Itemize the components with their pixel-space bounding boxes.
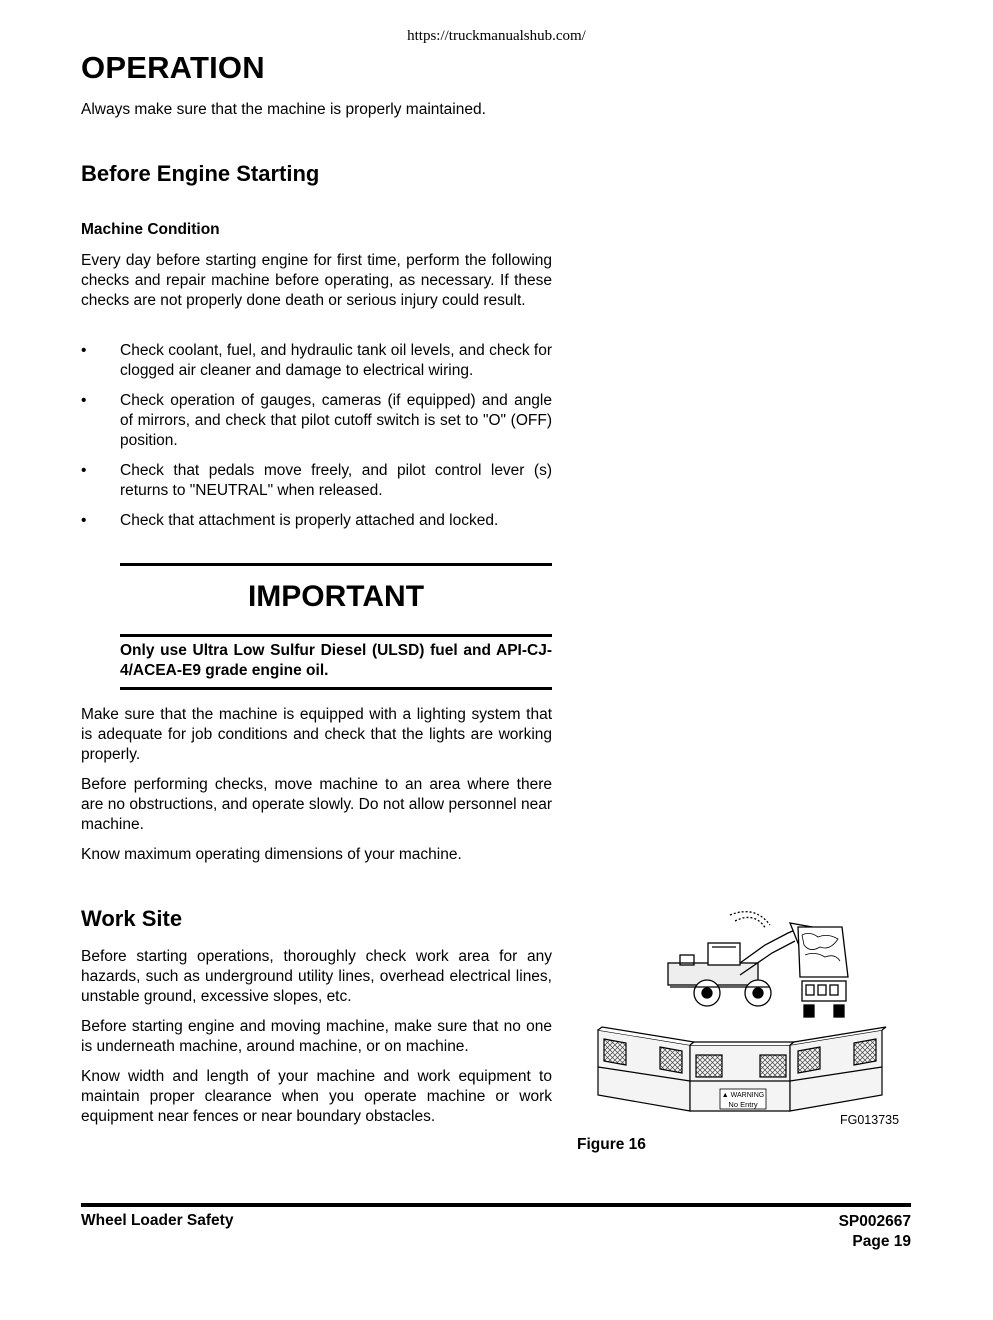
figure-illustration <box>590 905 910 1135</box>
sign-text: No Entry <box>728 1100 758 1109</box>
bullet-glyph: • <box>81 342 87 359</box>
divider <box>120 687 552 690</box>
footer-doc-info <box>839 1212 911 1252</box>
checklist <box>81 341 552 541</box>
footer-divider <box>81 1203 911 1207</box>
bullet-glyph: • <box>81 512 87 529</box>
list-item <box>81 461 552 501</box>
heading-before-engine: Before Engine Starting <box>81 161 320 186</box>
list-item <box>81 341 552 381</box>
figure-caption: Figure 16 <box>577 1136 646 1153</box>
figure-id: FG013735 <box>840 1113 900 1127</box>
obstruction-para: Before performing checks, move machine to an area where there are no obstructions, and operate slowly. Do not allow personnel near machine. <box>81 776 552 833</box>
source-url: https://truckmanualshub.com/ <box>407 28 586 44</box>
sign-warning-label: ▲ WARNING <box>721 1092 765 1099</box>
list-item-text: Check that pedals move freely, and pilot control lever (s) returns to "NEUTRAL" when released. <box>120 462 552 499</box>
list-item-text: Check that attachment is properly attached and locked. <box>120 512 499 529</box>
list-item-text: Check coolant, fuel, and hydraulic tank oil levels, and check for clogged air cleaner and damage to electrical wiring. <box>120 342 552 379</box>
dump-truck-drawing <box>798 927 848 1017</box>
important-title: IMPORTANT <box>247 580 425 613</box>
work-site-para: Before starting operations, thoroughly check work area for any hazards, such as underground utility lines, overhead electrical lines, unstable ground, excessive slopes, etc. <box>81 948 552 1005</box>
important-notice <box>120 563 552 690</box>
list-item <box>81 391 552 451</box>
machine-condition-para: Every day before starting engine for first time, perform the following checks and repair machine before operating, as necessary. If these checks are not properly done death or serious injury could result. <box>81 252 552 309</box>
page-number: Page 19 <box>852 1233 911 1250</box>
work-site-para: Know width and length of your machine and work equipment to maintain proper clearance when you operate machine or work equipment near fences or near boundary obstacles. <box>81 1068 552 1125</box>
footer-title: Wheel Loader Safety <box>81 1212 234 1229</box>
subheading-machine-condition: Machine Condition <box>81 221 220 238</box>
work-site-para: Before starting engine and moving machine, make sure that no one is underneath machine, around machine, or on machine. <box>81 1018 552 1055</box>
intro-text: Always make sure that the machine is properly maintained. <box>81 101 486 118</box>
lighting-block <box>81 705 552 865</box>
doc-id: SP002667 <box>838 1213 911 1230</box>
heading-work-site: Work Site <box>81 906 183 931</box>
bullet-glyph: • <box>81 462 87 479</box>
dimensions-para: Know maximum operating dimensions of your machine. <box>81 846 462 863</box>
list-item <box>81 511 552 531</box>
lighting-para: Make sure that the machine is equipped with a lighting system that is adequate for job conditions and check that the lights are working properly. <box>81 706 552 763</box>
divider <box>120 563 552 566</box>
list-item-text: Check operation of gauges, cameras (if equipped) and angle of mirrors, and check that pilot cutoff switch is set to "O" (OFF) position. <box>120 392 552 449</box>
bullet-glyph: • <box>81 392 87 409</box>
work-site-block <box>81 947 552 1127</box>
wheel-loader-drawing <box>668 912 818 1006</box>
section-title: OPERATION <box>81 50 265 85</box>
important-text: Only use Ultra Low Sulfur Diesel (ULSD) fuel and API-CJ-4/ACEA-E9 grade engine oil. <box>120 642 552 679</box>
